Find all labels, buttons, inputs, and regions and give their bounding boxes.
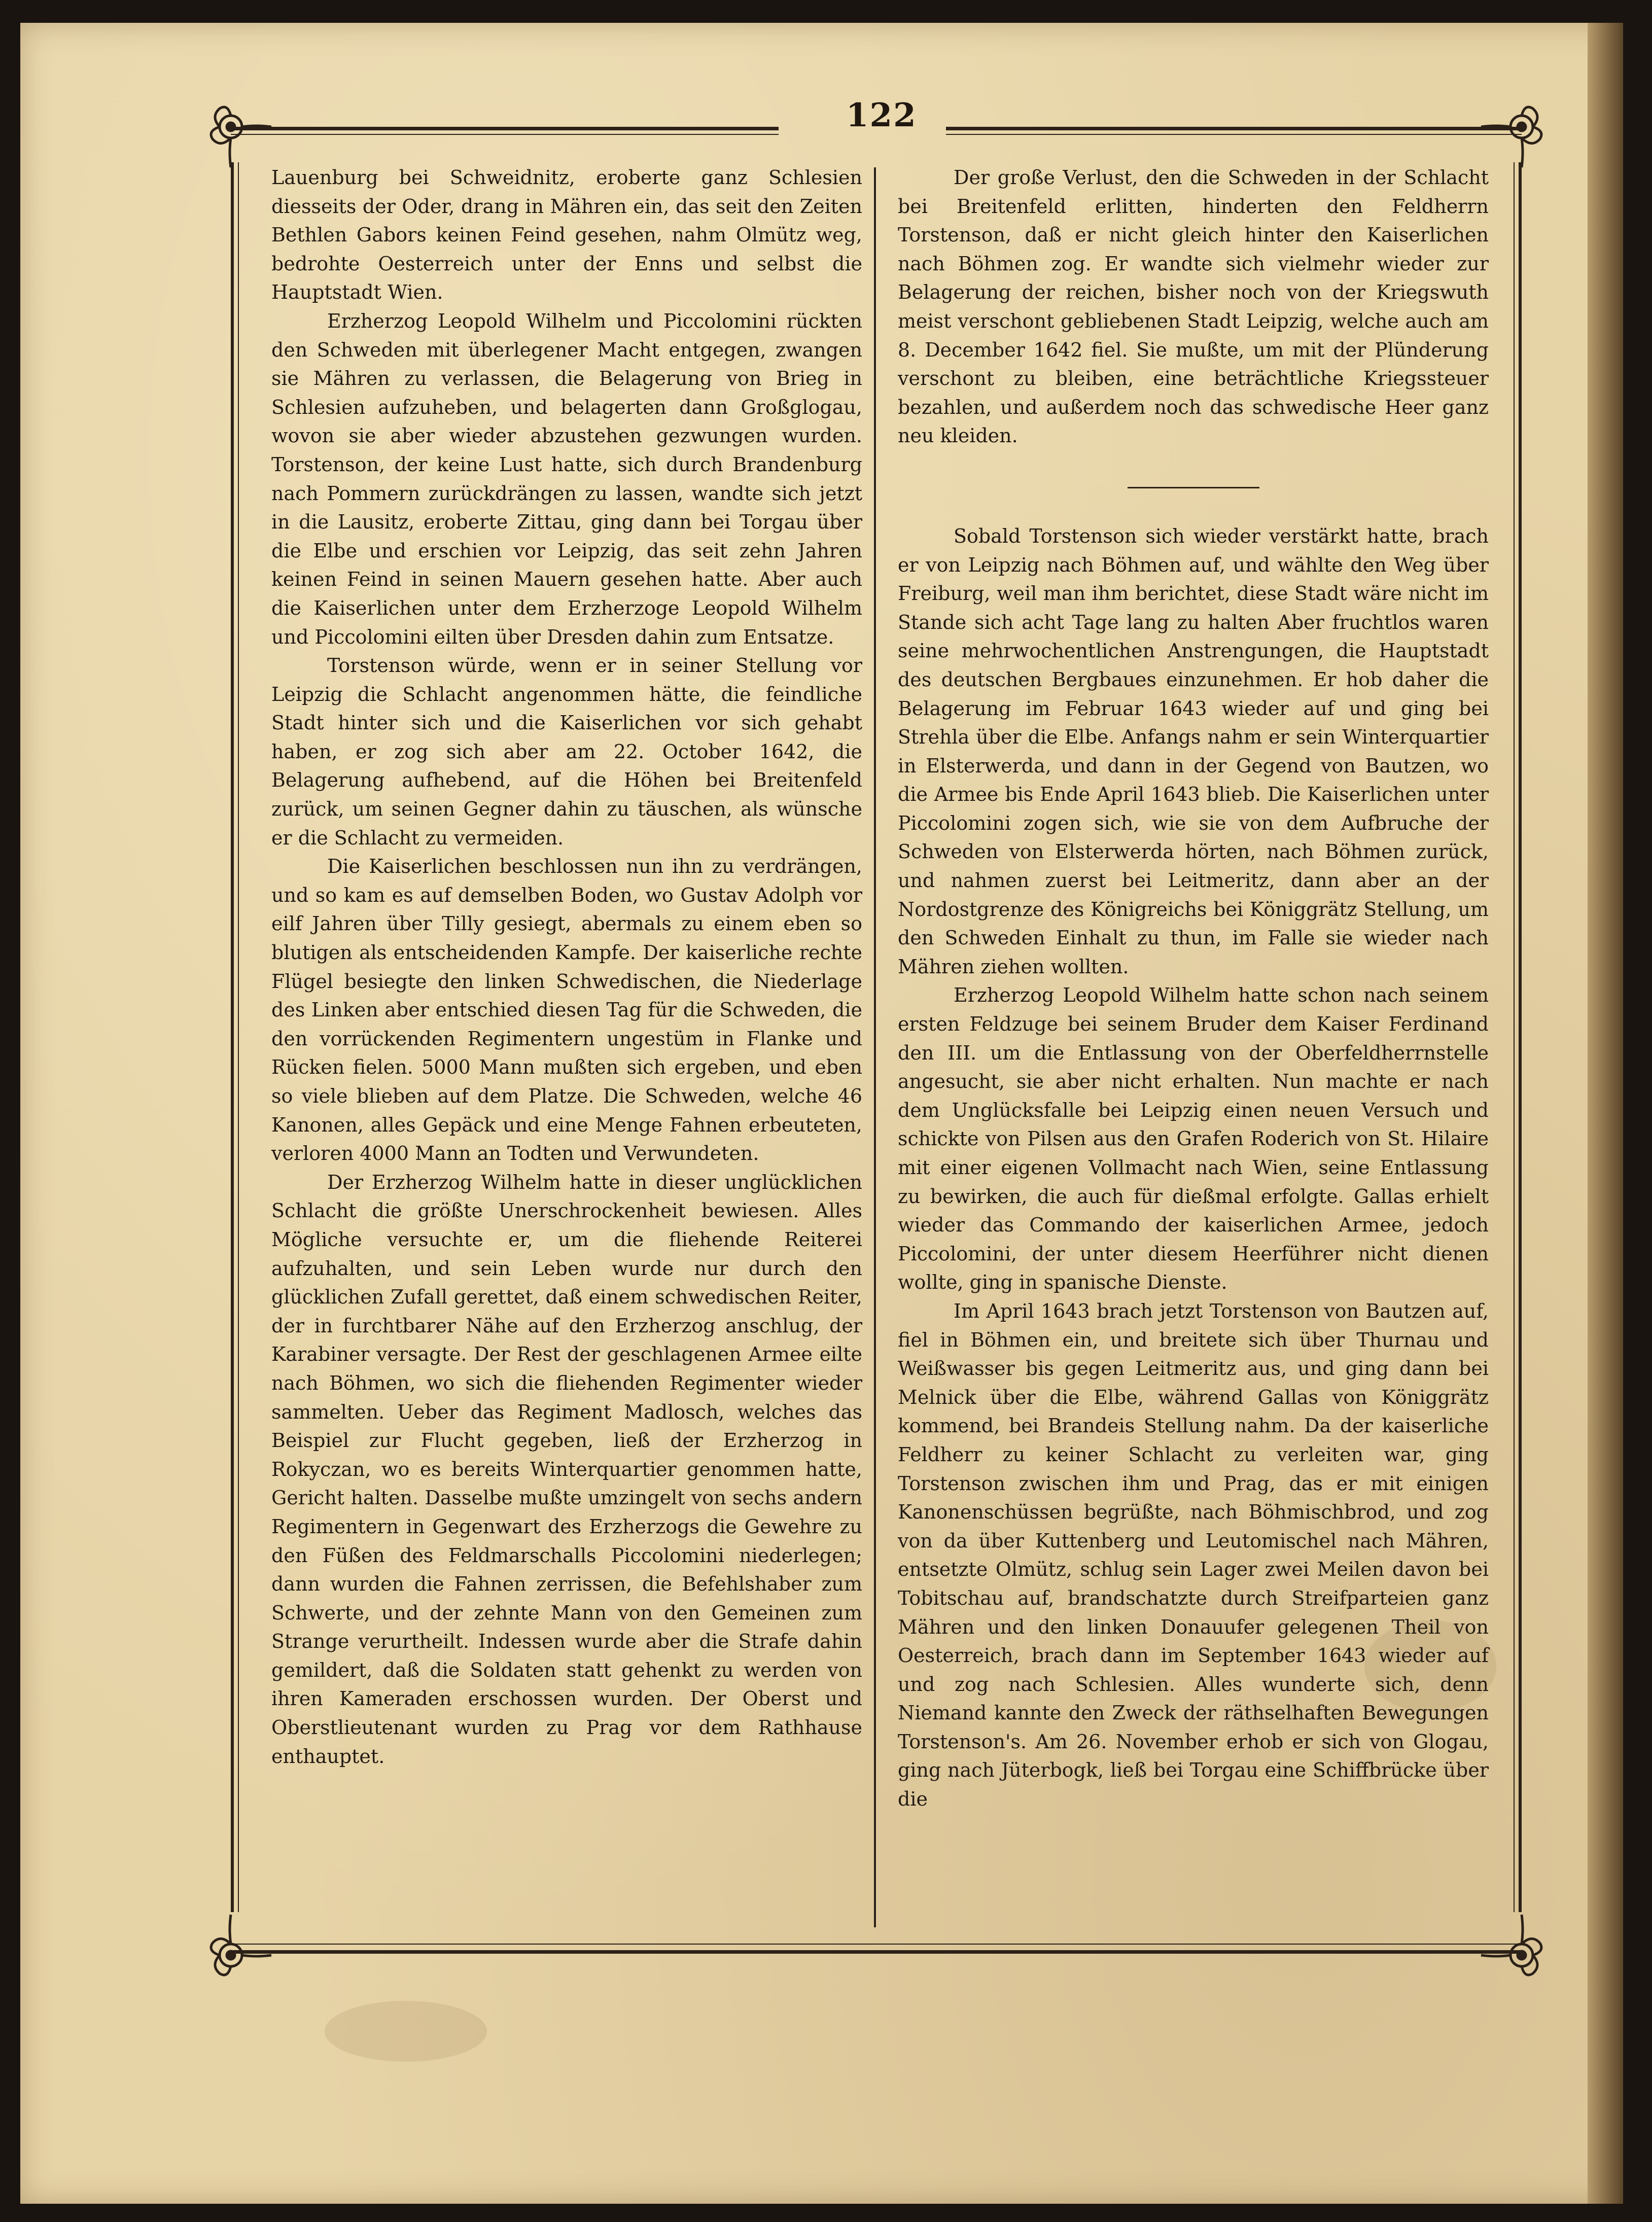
left-border-rule [238, 162, 239, 1912]
column-divider [874, 167, 876, 1927]
ornament-corner-icon [1476, 101, 1547, 172]
ornament-corner-icon [1476, 1910, 1547, 1981]
ornament-divider-icon [1128, 487, 1259, 488]
left-border-rule [231, 162, 234, 1912]
paragraph: Im April 1643 brach jetzt Torstenson von Bautzen auf, fiel in Böhmen ein, und breitete sich über Thurnau und Weißwasser bis gegen Leitmeritz aus, und ging dann bei Melnick über die Elbe, während Gallas von Königgrätz kommend, bei Brandeis Stellung nahm. Da der kaiserliche Feldherr zu keiner Schlacht zu verleiten war, ging Torstenson zwischen ihm und Prag, das er mit einigen Kanonenschüssen begrüßte, nach Böhmischbrod, und zog von da über Kuttenberg und Leutomischel nach Mähren, entsetzte Olmütz, schlug sein Lager zwei Meilen davon bei Tobitschau auf, brandschatzte durch Streifparteien ganz Mähren und den linken Donauufer gelegenen Theil von Oesterreich, brach dann im September 1643 wieder auf und zog nach Schlesien. Alles wunderte sich, denn Niemand kannte den Zweck der räthselhaften Bewegungen Torstenson's. Am 26. November erhob er sich von Glogau, ging nach Jüterbogk, ließ bei Torgau eine Schiffbrücke über die [898, 1299, 1489, 1811]
paragraph: Lauenburg bei Schweidnitz, eroberte ganz Schlesien diesseits der Oder, drang in Mähren ein, das seit den Zeiten Bethlen Gabors keinen Feind gesehen, nahm Olmütz weg, bedrohte Oesterreich unter der Enns und selbst die Hauptstadt Wien. [271, 166, 862, 304]
paragraph: Der große Verlust, den die Schweden in der Schlacht bei Breitenfeld erlitten, hinderten den Feldherrn Torstenson, daß er nicht gleich hinter den Kaiserlichen nach Böhmen zog. Er wandte sich vielmehr wieder zur Belagerung der reichen, bisher noch von der Kriegswuth meist verschont gebliebenen Stadt Leipzig, welche auch am 8. December 1642 fiel. Sie mußte, um mit der Plünderung verschont zu bleiben, eine beträchtliche Kriegssteuer bezahlen, und außerdem noch das schwedische Heer ganz neu kleiden. [898, 166, 1489, 447]
footer-rule [231, 1944, 1522, 1945]
paragraph: Torstenson würde, wenn er in seiner Stellung vor Leipzig die Schlacht angenommen hätte, die feindliche Stadt hinter sich und die Kaiserlichen vor sich gehabt haben, er zog sich aber am 22. October 1642, die Belagerung aufhebend, auf die Höhen bei Breitenfeld zurück, um seinen Gegner dahin zu täuschen, als wünsche er die Schlacht zu vermeiden. [271, 654, 862, 849]
paragraph: Der Erzherzog Wilhelm hatte in dieser unglücklichen Schlacht die größte Unerschrockenheit bewiesen. Alles Mögliche versuchte er, um die fliehende Reiterei aufzuhalten, und sein Leben wurde nur durch den glücklichen Zufall gerettet, daß einem schwedischen Reiter, der in furchtbarer Nähe auf den Erzherzog anschlug, der Karabiner versagte. Der Rest der geschlagenen Armee eilte nach Böhmen, wo sich die fliehenden Regimenter wieder sammelten. Ueber das Regiment Madlosch, welches das Beispiel zur Flucht gegeben, ließ der Erzherzog in Rokyczan, wo es bereits Winterquartier genommen hatte, Gericht halten. Dasselbe mußte umzingelt von sechs andern Regimentern in Gegenwart des Erzherzogs die Gewehre zu den Füßen des Feldmarschalls Piccolomini niederlegen; dann wurden die Fahnen zerrissen, die Befehlshaber zum Schwerte, und der zehnte Mann von den Gemeinen zum Strange verurtheilt. Indessen wurde aber die Strafe dahin gemildert, daß die Soldaten statt gehenkt zu werden von ihren Kameraden erschossen wurden. Der Oberst und Oberstlieutenant wurden zu Prag vor dem Rathhause enthauptet. [271, 1171, 862, 1768]
page-number: 122 [846, 96, 917, 134]
header-rule [946, 127, 1522, 130]
paragraph: Erzherzog Leopold Wilhelm und Piccolomini rückten den Schweden mit überlegener Macht entgegen, zwangen sie Mähren zu verlassen, die Belagerung von Brieg in Schlesien aufzuheben, und belagerten dann Großglogau, wovon sie aber wieder abzustehen gezwungen wurden. Torstenson, der keine Lust hatte, sich durch Brandenburg nach Pommern zurückdrängen zu lassen, wandte sich jetzt in die Lausitz, eroberte Zittau, ging dann bei Torgau über die Elbe und erschien vor Leipzig, das seit zehn Jahren keinen Feind in seinen Mauern gesehen hatte. Aber auch die Kaiserlichen unter dem Erzherzoge Leopold Wilhelm und Piccolomini eilten über Dresden dahin zum Entsatze. [271, 309, 862, 648]
book-spine [1588, 23, 1623, 2204]
header-rule [231, 134, 779, 135]
paragraph: Erzherzog Leopold Wilhelm hatte schon nach seinem ersten Feldzuge bei seinem Bruder dem Kaiser Ferdinand den III. um die Entlassung von der Oberfeldherrnstelle angesucht, sie aber nicht erhalten. Nun machte er nach dem Unglücksfalle bei Leipzig einen neuen Versuch und schickte von Pilsen aus den Grafen Roderich von St. Hilaire mit einer eigenen Vollmacht nach Wien, seine Entlassung zu bewirken, die auch für dießmal erfolgte. Gallas erhielt wieder das Commando der kaiserlichen Armee, jedoch Piccolomini, der unter diesem Heerführer nicht dienen wollte, ging in spanische Dienste. [898, 984, 1489, 1294]
paper-stain [325, 2001, 487, 2062]
paragraph: Die Kaiserlichen beschlossen nun ihn zu verdrängen, und so kam es auf demselben Boden, wo Gustav Adolph vor eilf Jahren über Tilly gesiegt, abermals zu einem eben so blutigen als entscheidenden Kampfe. Der kaiserliche rechte Flügel besiegte den linken Schwedischen, die Niederlage des Linken aber entschied diesen Tag für die Schweden, die den vorrückenden Regimentern ungestüm in Flanke und Rücken fielen. 5000 Mann mußten sich ergeben, und eben so viele blieben auf dem Platze. Die Schweden, welche 46 Kanonen, alles Gepäck und eine Menge Fahnen erbeuteten, verloren 4000 Mann an Todten und Verwundeten. [271, 855, 862, 1165]
footer-rule [231, 1950, 1522, 1954]
left-text-column [271, 163, 862, 1771]
ornament-corner-icon [205, 101, 276, 172]
header-rule [231, 127, 779, 130]
header-rule [946, 134, 1522, 135]
right-border-rule [1519, 162, 1522, 1912]
ornament-corner-icon [205, 1910, 276, 1981]
right-text-column [898, 163, 1489, 1814]
paragraph: Sobald Torstenson sich wieder verstärkt hatte, brach er von Leipzig nach Böhmen auf, und wählte den Weg über Freiburg, weil man ihm berichtet, diese Stadt wäre nicht im Stande sich acht Tage lang zu halten Aber fruchtlos waren seine mehrwochentlichen Anstrengungen, die Hauptstadt des deutschen Bergbaues einzunehmen. Er hob daher die Belagerung im Februar 1643 wieder auf und ging bei Strehla über die Elbe. Anfangs nahm er sein Winterquartier in Elsterwerda, und dann in der Gegend von Bautzen, wo die Armee bis Ende April 1643 blieb. Die Kaiserlichen unter Piccolomini zogen sich, wie sie von dem Aufbruche der Schweden von Elsterwerda hörten, nach Böhmen zurück, und nahmen zuerst bei Leitmeritz, dann aber an der Nordostgrenze des Königreichs bei Königgrätz Stellung, um den Schweden Einhalt zu thun, im Falle sie wieder nach Mähren ziehen wollten. [898, 524, 1489, 978]
right-border-rule [1514, 162, 1515, 1912]
